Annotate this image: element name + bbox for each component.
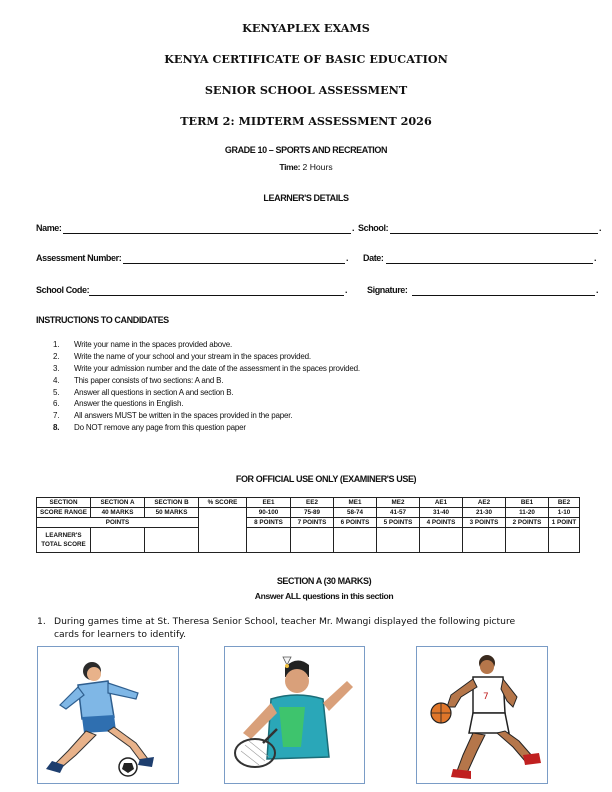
- instruction-item: [36, 388, 360, 400]
- assessment-title: SENIOR SCHOOL ASSESSMENT: [204, 83, 408, 97]
- instruction-item: [36, 376, 360, 388]
- instruction-number: 1.: [53, 340, 60, 349]
- instruction-text: Answer all questions in section A and section B.: [74, 387, 234, 397]
- grade-points-cell: 6 POINTS: [334, 518, 377, 528]
- term-title: TERM 2: MIDTERM ASSESSMENT 2026: [180, 114, 432, 128]
- separator-dot: .: [352, 223, 355, 233]
- grade-range-cell: 1-10: [549, 508, 580, 518]
- certificate-title: KENYA CERTIFICATE OF BASIC EDUCATION: [164, 52, 448, 66]
- school-label: School:: [358, 223, 389, 233]
- instruction-text: Write the name of your school and your stream in the spaces provided.: [74, 351, 311, 361]
- badminton-player-illustration: [225, 647, 364, 783]
- date-field[interactable]: [386, 263, 593, 264]
- grade-points-cell: 7 POINTS: [291, 518, 334, 528]
- grade-code-cell: AE2: [463, 498, 506, 508]
- grade-mark-cell[interactable]: [506, 528, 549, 553]
- grade-points-cell: 1 POINT: [549, 518, 580, 528]
- grade-mark-cell[interactable]: [377, 528, 420, 553]
- basketball-player-image: [416, 646, 548, 784]
- basketball-player-illustration: [417, 647, 547, 783]
- section-a-marks: 40 MARKS: [91, 508, 145, 518]
- svg-text:7: 7: [483, 692, 489, 702]
- instruction-number: 6.: [53, 399, 60, 409]
- instruction-text: Write your name in the spaces provided above.: [74, 340, 233, 349]
- instruction-number: 3.: [53, 363, 60, 373]
- time-label: Time:: [279, 162, 301, 172]
- instructions-list: [36, 340, 360, 435]
- assessment-number-label: Assessment Number:: [36, 253, 122, 263]
- grade-range-cell: 31-40: [420, 508, 463, 518]
- question-1: [37, 615, 602, 641]
- learner-total-label: LEARNER'S TOTAL SCORE: [37, 528, 91, 553]
- time-value: 2 Hours: [302, 162, 333, 172]
- school-field[interactable]: [390, 233, 598, 234]
- instruction-text: Do NOT remove any page from this question paper: [74, 423, 246, 433]
- instruction-item: [36, 411, 360, 423]
- end-dot: .: [599, 223, 602, 233]
- instruction-item: [36, 340, 360, 352]
- instruction-number: 8.: [53, 423, 60, 433]
- score-range-label: SCORE RANGE: [37, 508, 91, 518]
- separator-dot: .: [346, 253, 349, 263]
- section-b-header: SECTION B: [145, 498, 199, 508]
- instruction-text: All answers MUST be written in the spaces provided in the paper.: [74, 411, 293, 421]
- separator-dot: .: [345, 285, 348, 295]
- instruction-text: Write your admission number and the date of the assessment in the spaces provided.: [74, 363, 360, 373]
- end-dot: .: [596, 285, 599, 295]
- instructions-heading: INSTRUCTIONS TO CANDIDATES: [36, 315, 169, 325]
- exam-body-title: KENYAPLEX EXAMS: [242, 21, 370, 35]
- grade-code-cell: BE1: [506, 498, 549, 508]
- school-code-label: School Code:: [36, 285, 90, 295]
- section-header: SECTION: [37, 498, 91, 508]
- instruction-number: 5.: [53, 387, 60, 397]
- section-b-score-cell[interactable]: [145, 528, 199, 553]
- instruction-item: [36, 352, 360, 364]
- time-line: [0, 162, 612, 172]
- section-a-heading: SECTION A (30 MARKS): [276, 576, 372, 586]
- points-label: POINTS: [37, 518, 199, 528]
- instruction-number: 7.: [53, 411, 60, 421]
- grade-range-cell: 58-74: [334, 508, 377, 518]
- grade-mark-cell[interactable]: [463, 528, 506, 553]
- section-a-instruction: Answer ALL questions in this section: [254, 591, 394, 601]
- assessment-number-field[interactable]: [123, 263, 345, 264]
- instruction-text: Answer the questions in English.: [74, 399, 184, 409]
- section-b-marks: 50 MARKS: [145, 508, 199, 518]
- football-player-illustration: [38, 647, 178, 783]
- instruction-item: [36, 423, 360, 435]
- grade-code-cell: AE1: [420, 498, 463, 508]
- grade-mark-cell[interactable]: [420, 528, 463, 553]
- section-a-header: SECTION A: [91, 498, 145, 508]
- date-label: Date:: [363, 253, 384, 263]
- grade-range-cell: 75-89: [291, 508, 334, 518]
- grade-mark-cell[interactable]: [549, 528, 580, 553]
- official-use-heading: FOR OFFICIAL USE ONLY (EXAMINER'S USE): [235, 474, 417, 484]
- grade-code-cell: EE2: [291, 498, 334, 508]
- grade-points-cell: 5 POINTS: [377, 518, 420, 528]
- end-dot: .: [594, 253, 597, 263]
- grade-code-cell: BE2: [549, 498, 580, 508]
- school-code-field[interactable]: [89, 295, 344, 296]
- question-number: 1.: [37, 616, 46, 627]
- grade-mark-cell[interactable]: [247, 528, 291, 553]
- badminton-player-image: [224, 646, 365, 784]
- grade-range-cell: 11-20: [506, 508, 549, 518]
- name-field[interactable]: [63, 233, 351, 234]
- instruction-text: This paper consists of two sections: A and B.: [74, 375, 224, 385]
- official-score-table: [36, 497, 580, 553]
- signature-label: Signature:: [367, 285, 408, 295]
- grade-points-cell: 2 POINTS: [506, 518, 549, 528]
- instruction-number: 4.: [53, 375, 60, 385]
- percent-score-cell[interactable]: [199, 508, 247, 553]
- grade-code-cell: ME2: [377, 498, 420, 508]
- grade-code-cell: ME1: [334, 498, 377, 508]
- grade-mark-cell[interactable]: [334, 528, 377, 553]
- grade-range-cell: 21-30: [463, 508, 506, 518]
- instruction-number: 2.: [53, 351, 60, 361]
- percent-score-header: % SCORE: [199, 498, 247, 508]
- question-text: During games time at St. Theresa Senior School, teacher Mr. Mwangi displayed the following picture: [54, 616, 516, 627]
- grade-points-cell: 8 POINTS: [247, 518, 291, 528]
- section-a-score-cell[interactable]: [91, 528, 145, 553]
- grade-range-cell: 90-100: [247, 508, 291, 518]
- instruction-item: [36, 399, 360, 411]
- instruction-item: [36, 364, 360, 376]
- grade-points-cell: 4 POINTS: [420, 518, 463, 528]
- learners-details-heading: LEARNER'S DETAILS: [263, 193, 349, 203]
- grade-range-cell: 41-57: [377, 508, 420, 518]
- name-label: Name:: [36, 223, 62, 233]
- question-1-line-2: cards for learners to identify.: [54, 629, 187, 640]
- question-1-line-1: [37, 615, 602, 628]
- grade-points-cell: 3 POINTS: [463, 518, 506, 528]
- grade-mark-cell[interactable]: [291, 528, 334, 553]
- grade-code-cell: EE1: [247, 498, 291, 508]
- signature-field[interactable]: [412, 295, 595, 296]
- grade-subject: GRADE 10 – SPORTS AND RECREATION: [224, 145, 388, 155]
- football-player-image: [37, 646, 179, 784]
